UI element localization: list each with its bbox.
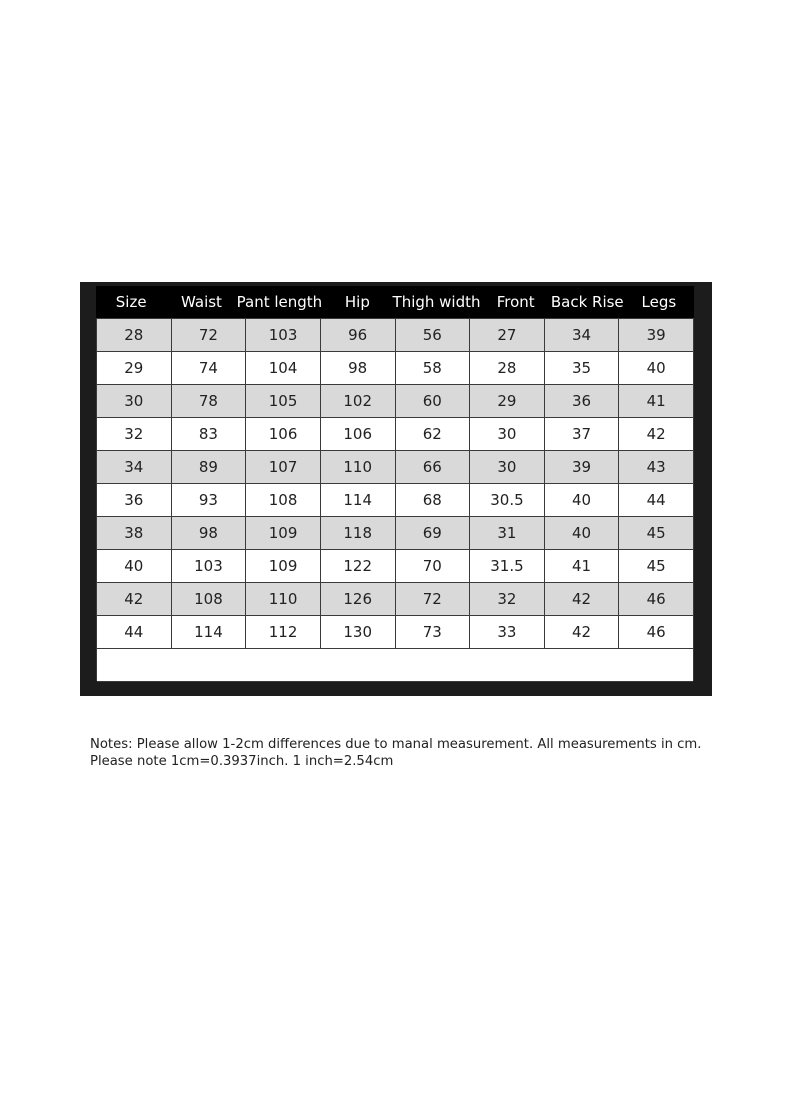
table-row: [97, 550, 693, 583]
header-front: Front: [496, 293, 535, 311]
cell-pant-length: 110: [246, 583, 321, 615]
cell-hip: 126: [321, 583, 396, 615]
empty-row: [97, 649, 693, 682]
cell-front: 29: [470, 385, 545, 417]
header-thigh-width: Thigh width: [392, 293, 481, 311]
cell-size: 42: [97, 583, 172, 615]
header-pant-length: Pant length: [236, 293, 323, 311]
cell-hip: 106: [321, 418, 396, 450]
size-table: [96, 318, 694, 681]
cell-hip: 102: [321, 385, 396, 417]
table-row: [97, 385, 693, 418]
cell-thigh-width: 58: [396, 352, 471, 384]
cell-size: 28: [97, 319, 172, 351]
cell-waist: 72: [172, 319, 247, 351]
cell-waist: 89: [172, 451, 247, 483]
cell-front: 30: [470, 418, 545, 450]
table-row: [97, 616, 693, 649]
cell-pant-length: 106: [246, 418, 321, 450]
cell-hip: 122: [321, 550, 396, 582]
cell-legs: 43: [619, 451, 693, 483]
table-row: [97, 418, 693, 451]
cell-waist: 74: [172, 352, 247, 384]
cell-hip: 114: [321, 484, 396, 516]
cell-size: 29: [97, 352, 172, 384]
cell-back-rise: 35: [545, 352, 620, 384]
cell-pant-length: 103: [246, 319, 321, 351]
cell-thigh-width: 60: [396, 385, 471, 417]
cell-back-rise: 36: [545, 385, 620, 417]
header-size: Size: [115, 293, 147, 311]
cell-front: 31: [470, 517, 545, 549]
cell-hip: 118: [321, 517, 396, 549]
cell-thigh-width: 62: [396, 418, 471, 450]
table-row: [97, 451, 693, 484]
cell-legs: 42: [619, 418, 693, 450]
cell-waist: 103: [172, 550, 247, 582]
cell-size: 44: [97, 616, 172, 648]
cell-back-rise: 40: [545, 484, 620, 516]
header-legs: Legs: [641, 293, 677, 311]
header-hip: Hip: [344, 293, 370, 311]
cell-front: 27: [470, 319, 545, 351]
header-back-rise: Back Rise: [550, 293, 624, 311]
cell-back-rise: 37: [545, 418, 620, 450]
cell-pant-length: 112: [246, 616, 321, 648]
cell-legs: 40: [619, 352, 693, 384]
cell-thigh-width: 72: [396, 583, 471, 615]
cell-waist: 83: [172, 418, 247, 450]
cell-legs: 44: [619, 484, 693, 516]
cell-pant-length: 109: [246, 517, 321, 549]
cell-front: 32: [470, 583, 545, 615]
cell-front: 31.5: [470, 550, 545, 582]
cell-size: 40: [97, 550, 172, 582]
cell-waist: 108: [172, 583, 247, 615]
cell-thigh-width: 70: [396, 550, 471, 582]
cell-front: 33: [470, 616, 545, 648]
cell-back-rise: 41: [545, 550, 620, 582]
cell-legs: 45: [619, 550, 693, 582]
cell-back-rise: 39: [545, 451, 620, 483]
table-row: [97, 319, 693, 352]
cell-pant-length: 109: [246, 550, 321, 582]
cell-thigh-width: 66: [396, 451, 471, 483]
cell-waist: 93: [172, 484, 247, 516]
notes-line-1: Notes: Please allow 1-2cm differences due to manal measurement. All measurements in cm.: [90, 737, 702, 752]
cell-back-rise: 42: [545, 583, 620, 615]
cell-front: 30: [470, 451, 545, 483]
cell-thigh-width: 68: [396, 484, 471, 516]
cell-size: 32: [97, 418, 172, 450]
cell-legs: 45: [619, 517, 693, 549]
cell-hip: 98: [321, 352, 396, 384]
cell-hip: 96: [321, 319, 396, 351]
cell-front: 30.5: [470, 484, 545, 516]
table-row: [97, 352, 693, 385]
cell-thigh-width: 69: [396, 517, 471, 549]
cell-waist: 78: [172, 385, 247, 417]
cell-legs: 39: [619, 319, 693, 351]
cell-size: 34: [97, 451, 172, 483]
cell-size: 36: [97, 484, 172, 516]
table-header: [96, 286, 694, 318]
header-waist: Waist: [181, 293, 222, 311]
table-row: [97, 484, 693, 517]
cell-legs: 46: [619, 583, 693, 615]
notes-line-2: Please note 1cm=0.3937inch. 1 inch=2.54cm: [90, 754, 394, 769]
cell-back-rise: 42: [545, 616, 620, 648]
cell-waist: 98: [172, 517, 247, 549]
cell-pant-length: 105: [246, 385, 321, 417]
cell-thigh-width: 56: [396, 319, 471, 351]
cell-front: 28: [470, 352, 545, 384]
cell-legs: 41: [619, 385, 693, 417]
cell-hip: 110: [321, 451, 396, 483]
cell-pant-length: 108: [246, 484, 321, 516]
cell-hip: 130: [321, 616, 396, 648]
cell-thigh-width: 73: [396, 616, 471, 648]
table-row: [97, 583, 693, 616]
notes: [90, 736, 730, 770]
cell-back-rise: 40: [545, 517, 620, 549]
cell-size: 30: [97, 385, 172, 417]
cell-pant-length: 104: [246, 352, 321, 384]
cell-back-rise: 34: [545, 319, 620, 351]
cell-pant-length: 107: [246, 451, 321, 483]
cell-legs: 46: [619, 616, 693, 648]
table-row: [97, 517, 693, 550]
cell-waist: 114: [172, 616, 247, 648]
cell-size: 38: [97, 517, 172, 549]
